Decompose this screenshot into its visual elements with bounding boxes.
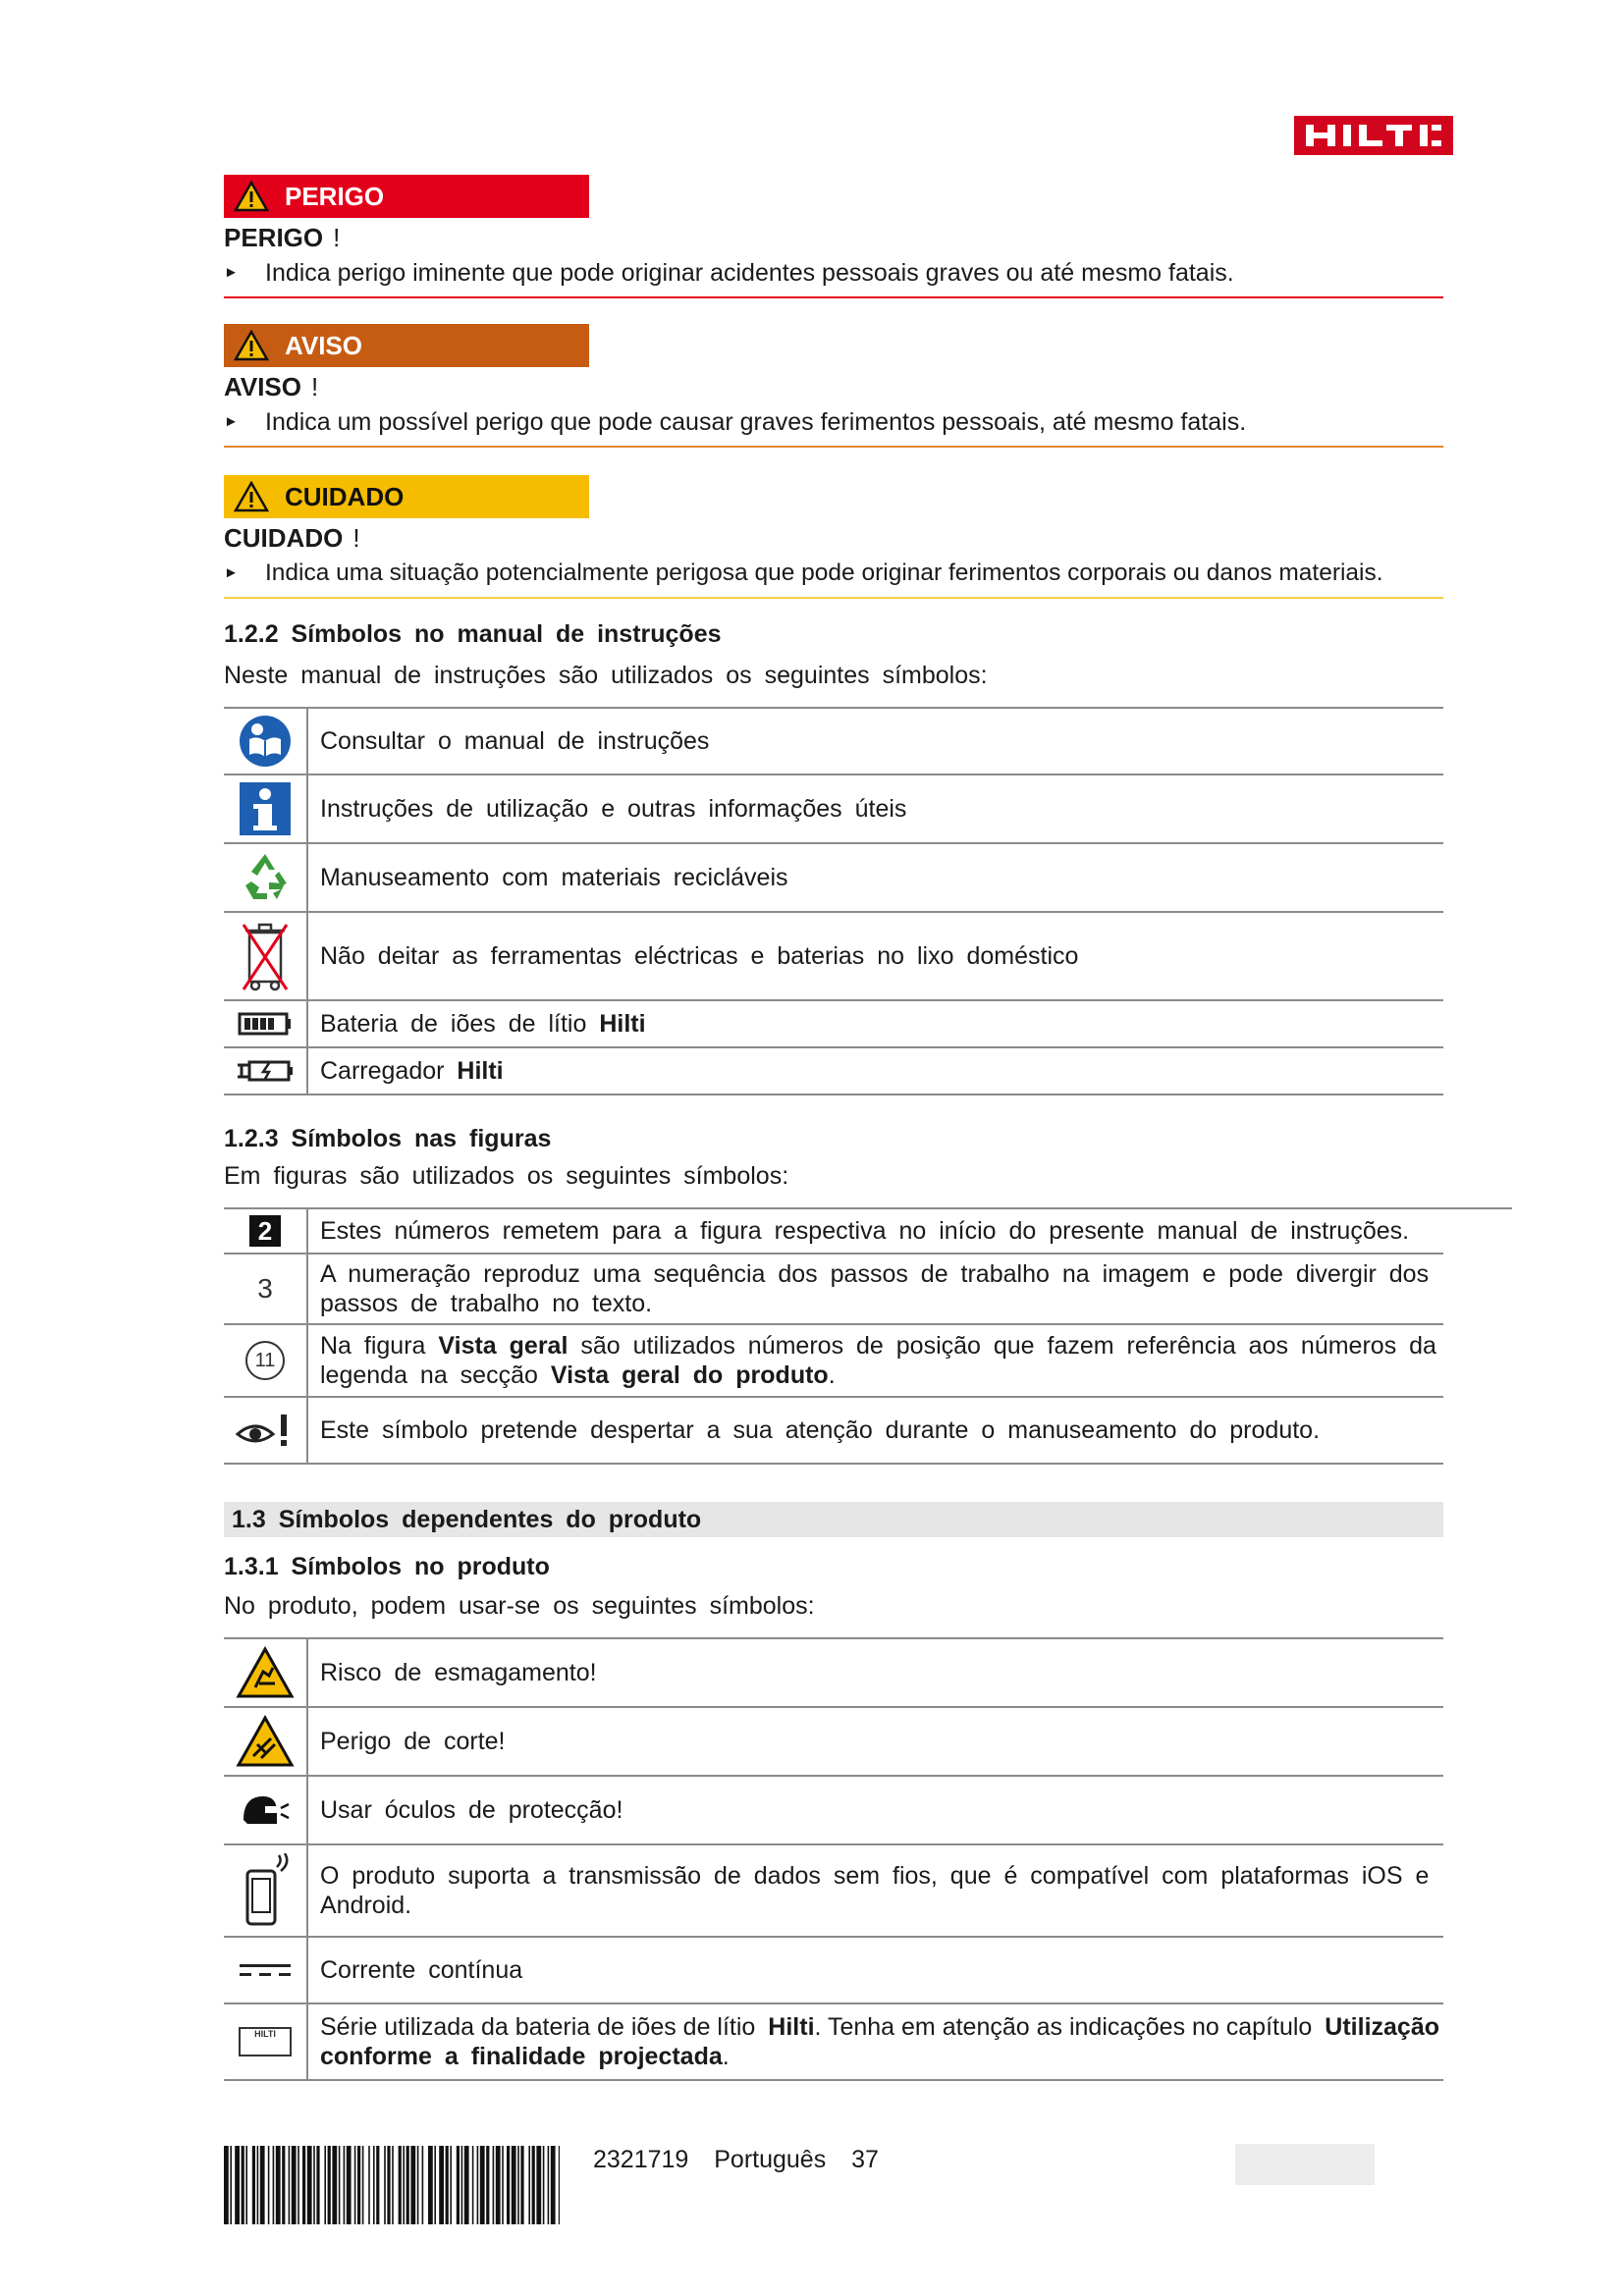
barcode-bar	[450, 2146, 452, 2224]
danger-banner-label: PERIGO	[285, 181, 385, 211]
barcode-bar	[528, 2146, 530, 2224]
table-row-text: Consultar o manual de instruções	[320, 727, 710, 755]
barcode-bar	[512, 2146, 516, 2224]
table-row-text: Não deitar as ferramentas eléctricas e baterias no lixo doméstico	[320, 942, 1079, 970]
hilti-logo	[1294, 116, 1453, 155]
barcode-bar	[461, 2146, 463, 2224]
caution-rule	[224, 597, 1443, 599]
warning-banner	[224, 324, 589, 367]
manual-symbols-table	[224, 707, 1443, 1095]
section-1-3-header	[224, 1502, 1443, 1537]
barcode-bar	[486, 2146, 489, 2224]
direct-current-icon	[224, 1938, 308, 2002]
barcode-bar	[543, 2146, 545, 2224]
manual-book-icon	[224, 709, 308, 774]
barcode-bar	[362, 2146, 364, 2224]
crossed-bin-icon	[224, 913, 308, 999]
table-row-text: Instruções de utilização e outras informações úteis	[320, 795, 907, 823]
charger-icon	[224, 1048, 308, 1094]
barcode-bar	[387, 2146, 390, 2224]
warning-heading-text: AVISO	[224, 372, 301, 401]
barcode-bar	[480, 2146, 485, 2224]
barcode-bar	[384, 2146, 386, 2224]
position-number-label: 11	[245, 1341, 285, 1380]
table-row-text	[308, 1056, 1443, 1086]
danger-description	[224, 255, 1443, 291]
charger-text: Carregador	[320, 1057, 445, 1085]
row-text-part: .	[828, 1362, 836, 1389]
table-row	[224, 1209, 1443, 1255]
barcode-bar	[434, 2146, 436, 2224]
barcode-bar	[368, 2146, 370, 2224]
warning-description	[224, 404, 1443, 440]
table-row	[224, 1001, 1443, 1048]
danger-exclamation: !	[333, 223, 341, 252]
barcode-bar	[245, 2146, 247, 2224]
danger-notice	[224, 175, 1443, 298]
attention-eye-icon	[224, 1398, 308, 1463]
barcode-bar	[457, 2146, 460, 2224]
table-row-text: Estes números remetem para a figura respectiva no início do presente manual de instruções.	[320, 1217, 1410, 1245]
barcode-bar	[224, 2146, 229, 2224]
barcode-bar	[493, 2146, 495, 2224]
barcode-bar	[273, 2146, 275, 2224]
table-row	[224, 844, 1443, 913]
barcode-bar	[282, 2146, 285, 2224]
barcode-bar	[417, 2146, 419, 2224]
caution-text: Indica uma situação potencialmente perigosa que pode originar ferimentos corporais ou danos materiais.	[265, 560, 1383, 586]
barcode-bar	[260, 2146, 265, 2224]
barcode-bar	[268, 2146, 270, 2224]
barcode-bar	[357, 2146, 360, 2224]
barcode-bar	[252, 2146, 255, 2224]
table-row-text: Manuseamento com materiais recicláveis	[320, 864, 788, 891]
page-number: 37	[851, 2146, 879, 2173]
row-text-part: . Tenha em atenção as indicações no capítulo	[814, 2013, 1313, 2041]
barcode-bar	[313, 2146, 315, 2224]
table-row	[224, 775, 1443, 844]
barcode-bar	[354, 2146, 356, 2224]
brand-name: Hilti	[457, 1057, 504, 1085]
barcode-bar	[235, 2146, 240, 2224]
caution-description	[224, 556, 1443, 591]
barcode-bar	[339, 2146, 341, 2224]
barcode-bar	[446, 2146, 449, 2224]
page-footer	[593, 2146, 879, 2174]
product-symbols-table	[224, 1637, 1443, 2081]
crush-hazard-icon	[224, 1639, 308, 1706]
warning-notice	[224, 324, 1443, 448]
section-1-2-3-intro: Em figuras são utilizados os seguintes símbolos:	[224, 1162, 789, 1190]
barcode-bar	[517, 2146, 519, 2224]
table-row	[224, 1639, 1443, 1708]
recycle-icon	[224, 844, 308, 911]
section-1-3-1-intro: No produto, podem usar-se os seguintes símbolos:	[224, 1592, 815, 1620]
table-row-text: Usar óculos de protecção!	[320, 1796, 623, 1824]
table-row	[224, 1938, 1443, 2004]
row-bold-part: Vista geral do produto	[550, 1362, 829, 1389]
row-text-part: .	[722, 2043, 730, 2070]
barcode-bar	[328, 2146, 331, 2224]
barcode-bar	[307, 2146, 312, 2224]
barcode-bar	[399, 2146, 402, 2224]
table-row-text	[308, 2012, 1443, 2071]
caution-banner	[224, 475, 589, 518]
table-row-text: Perigo de corte!	[320, 1728, 506, 1755]
barcode-bar	[230, 2146, 232, 2224]
barcode-bar	[276, 2146, 281, 2224]
warning-triangle-icon	[234, 481, 269, 512]
table-row	[224, 1845, 1443, 1938]
barcode-bar	[302, 2146, 305, 2224]
row-bold-part: Hilti	[768, 2013, 815, 2041]
battery-text: Bateria de iões de lítio	[320, 1010, 587, 1038]
barcode-bar	[507, 2146, 510, 2224]
document-number: 2321719	[593, 2146, 689, 2173]
barcode-bar	[496, 2146, 501, 2224]
footer-grey-box	[1235, 2144, 1375, 2185]
barcode-bar	[324, 2146, 326, 2224]
table-row	[224, 1048, 1443, 1095]
table-row	[224, 2004, 1443, 2081]
barcode-bar	[376, 2146, 379, 2224]
safety-goggles-icon	[224, 1777, 308, 1843]
section-1-3-title: 1.3 Símbolos dependentes do produto	[232, 1506, 702, 1533]
section-1-2-2-intro: Neste manual de instruções são utilizados os seguintes símbolos:	[224, 662, 988, 689]
battery-series-label: HILTI	[239, 2027, 292, 2056]
warning-triangle-icon	[234, 330, 269, 361]
barcode-bar	[373, 2146, 375, 2224]
section-1-2-3-title: 1.2.3 Símbolos nas figuras	[224, 1125, 552, 1152]
warning-rule	[224, 446, 1443, 448]
row-bold-part: Utilização conforme a finalidade projectada	[320, 2013, 1439, 2070]
barcode-bar	[548, 2146, 550, 2224]
battery-series-icon	[224, 2004, 308, 2079]
table-row	[224, 1255, 1443, 1325]
danger-banner	[224, 175, 589, 218]
bullet-arrow-icon: ►	[224, 413, 239, 430]
table-row	[224, 1777, 1443, 1845]
barcode-bar	[347, 2146, 352, 2224]
barcode-bar	[392, 2146, 394, 2224]
info-icon	[224, 775, 308, 842]
table-row-text	[308, 1331, 1512, 1390]
warning-heading	[224, 369, 1443, 404]
barcode-bar	[464, 2146, 469, 2224]
barcode-bar	[477, 2146, 479, 2224]
barcode-bar	[403, 2146, 405, 2224]
barcode-bar	[520, 2146, 523, 2224]
barcode-bar	[410, 2146, 415, 2224]
figure-symbols-table	[224, 1207, 1512, 1465]
section-1-2-2-title: 1.2.2 Símbolos no manual de instruções	[224, 620, 722, 648]
table-row	[224, 1325, 1443, 1398]
barcode-bar	[298, 2146, 299, 2224]
table-row	[224, 1708, 1443, 1777]
danger-rule	[224, 296, 1443, 298]
danger-heading-text: PERIGO	[224, 223, 324, 252]
cut-hazard-icon	[224, 1708, 308, 1775]
barcode-bar	[406, 2146, 409, 2224]
row-text-part: são utilizados números de posição que fazem referência aos números da legenda na secção	[320, 1332, 1436, 1389]
barcode-bar	[292, 2146, 297, 2224]
wireless-phone-icon	[224, 1845, 308, 1936]
section-1-3-1-title: 1.3.1 Símbolos no produto	[224, 1553, 550, 1580]
figure-number-label: 2	[249, 1215, 281, 1247]
table-row-text: Risco de esmagamento!	[320, 1659, 597, 1686]
table-row-text	[308, 1009, 1443, 1039]
barcode-bar	[316, 2146, 319, 2224]
barcode-bar	[257, 2146, 259, 2224]
barcode-bar	[439, 2146, 444, 2224]
barcode-bar	[344, 2146, 346, 2224]
barcode-bar	[242, 2146, 244, 2224]
barcode-bar	[551, 2146, 556, 2224]
caution-banner-label: CUIDADO	[285, 481, 405, 511]
table-row	[224, 913, 1443, 1001]
warning-banner-label: AVISO	[285, 330, 362, 360]
barcode-bar	[536, 2146, 541, 2224]
table-row	[224, 1398, 1443, 1465]
barcode-bar	[428, 2146, 433, 2224]
caution-heading-text: CUIDADO	[224, 523, 344, 553]
table-row-text: O produto suporta a transmissão de dados sem fios, que é compatível com plataformas iOS e Android.	[320, 1862, 1430, 1919]
barcode	[224, 2146, 560, 2224]
brand-name: Hilti	[599, 1010, 646, 1038]
barcode-bar	[472, 2146, 474, 2224]
barcode-bar	[559, 2146, 560, 2224]
figure-number-icon	[224, 1209, 308, 1253]
warning-exclamation: !	[310, 372, 319, 401]
row-text-part: Série utilizada da bateria de iões de lítio	[320, 2013, 756, 2041]
caution-exclamation: !	[352, 523, 360, 553]
table-row	[224, 709, 1443, 775]
warning-triangle-icon	[234, 181, 269, 212]
battery-icon	[224, 1001, 308, 1046]
bullet-arrow-icon: ►	[224, 564, 239, 581]
caution-notice	[224, 475, 1443, 599]
barcode-bar	[289, 2146, 291, 2224]
step-number-label: 3	[257, 1273, 273, 1304]
barcode-bar	[502, 2146, 504, 2224]
bullet-arrow-icon: ►	[224, 264, 239, 281]
footer-language: Português	[714, 2146, 827, 2173]
caution-heading	[224, 520, 1443, 556]
barcode-bar	[422, 2146, 424, 2224]
table-row-text: A numeração reproduz uma sequência dos passos de trabalho na imagem e pode divergir dos passos de trabalho no texto.	[320, 1260, 1430, 1317]
warning-text: Indica um possível perigo que pode causar graves ferimentos pessoais, até mesmo fatais.	[265, 408, 1247, 436]
barcode-bar	[532, 2146, 535, 2224]
barcode-bar	[332, 2146, 337, 2224]
danger-text: Indica perigo iminente que pode originar acidentes pessoais graves ou até mesmo fatais.	[265, 259, 1234, 287]
step-number-icon	[224, 1255, 308, 1323]
position-number-icon	[224, 1325, 308, 1396]
row-text-part: Na figura	[320, 1332, 426, 1360]
danger-heading	[224, 220, 1443, 255]
table-row-text: Este símbolo pretende despertar a sua atenção durante o manuseamento do produto.	[320, 1416, 1321, 1444]
row-bold-part: Vista geral	[438, 1332, 568, 1360]
table-row-text: Corrente contínua	[320, 1956, 523, 1984]
